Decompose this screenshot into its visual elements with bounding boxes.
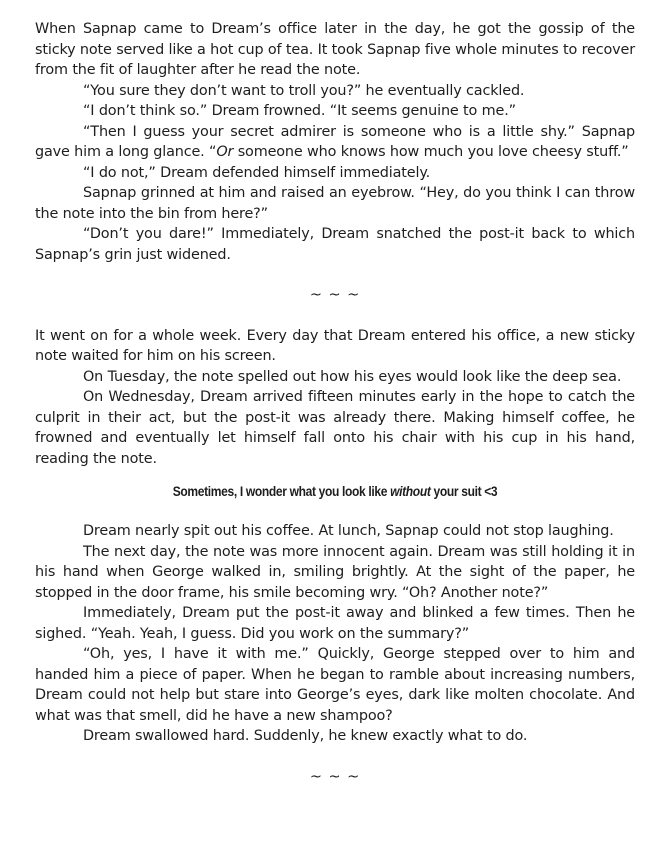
paragraph: On Tuesday, the note spelled out how his eyes would look like the deep sea.	[83, 368, 622, 385]
paragraph-text: someone who knows how much you love cheesy stuff.”	[233, 144, 629, 160]
paragraph: “I don’t think so.” Dream frowned. “It seems genuine to me.”	[83, 103, 516, 119]
paragraph: On Wednesday, Dream arrived fifteen minutes early in the hope to catch the culprit in their act, but the post-it was already there. Making himself coffee, he frowned and eventually let himself fall onto his chair with his cup in his hand, reading the note.	[35, 389, 635, 467]
paragraph-text: “Then I guess your secret admirer is someone who is a little shy.” Sapnap gave him a long glance. “	[35, 123, 635, 160]
paragraph: “Don’t you dare!” Immediately, Dream snatched the post-it back to which Sapnap’s grin just widened.	[35, 226, 635, 263]
paragraph: When Sapnap came to Dream’s office later in the day, he got the gossip of the sticky note served like a hot cup of tea. It took Sapnap five whole minutes to recover from the fit of laughter after he read the note.	[35, 21, 635, 78]
paragraph: Dream swallowed hard. Suddenly, he knew exactly what to do.	[83, 728, 528, 744]
sticky-note-text	[77, 481, 593, 501]
section-2	[35, 326, 635, 470]
paragraph: Dream nearly spit out his coffee. At lunch, Sapnap could not stop laughing.	[83, 523, 614, 539]
scene-break: ~ ~ ~	[309, 768, 361, 785]
note-text: your suit <3	[430, 483, 498, 499]
scene-break: ~ ~ ~	[309, 287, 361, 303]
paragraph: It went on for a whole week. Every day that Dream entered his office, a new sticky note waited for him on his screen.	[35, 327, 635, 364]
paragraph: “I do not,” Dream defended himself immediately.	[83, 164, 431, 181]
paragraph: The next day, the note was more innocent again. Dream was still holding it in his hand when George walked in, smiling brightly. At the sight of the paper, he stopped in the door frame, his smile becoming wry. “Oh? Another note?”	[35, 543, 635, 601]
section-3	[35, 521, 635, 747]
paragraph: “You sure they don’t want to troll you?” he eventually cackled.	[83, 82, 525, 99]
paragraph	[35, 122, 635, 163]
paragraph: Sapnap grinned at him and raised an eyebrow. “Hey, do you think I can throw the note into the bin from here?”	[35, 185, 635, 222]
section-1	[35, 19, 635, 265]
note-emphasis: without	[390, 483, 431, 499]
paragraph: Immediately, Dream put the post-it away and blinked a few times. Then he sighed. “Yeah. Yeah, I guess. Did you work on the summary?”	[35, 605, 635, 642]
document-page	[35, 19, 635, 787]
note-text: Sometimes, I wonder what you look like	[172, 483, 391, 499]
emphasis-text: Or	[216, 144, 234, 160]
paragraph: “Oh, yes, I have it with me.” Quickly, George stepped over to him and handed him a piece of paper. When he began to ramble about increasing numbers, Dream could not help but stare into George’s eyes, dark like molten chocolate. And what was that smell, did he have a new shampoo?	[35, 646, 635, 724]
